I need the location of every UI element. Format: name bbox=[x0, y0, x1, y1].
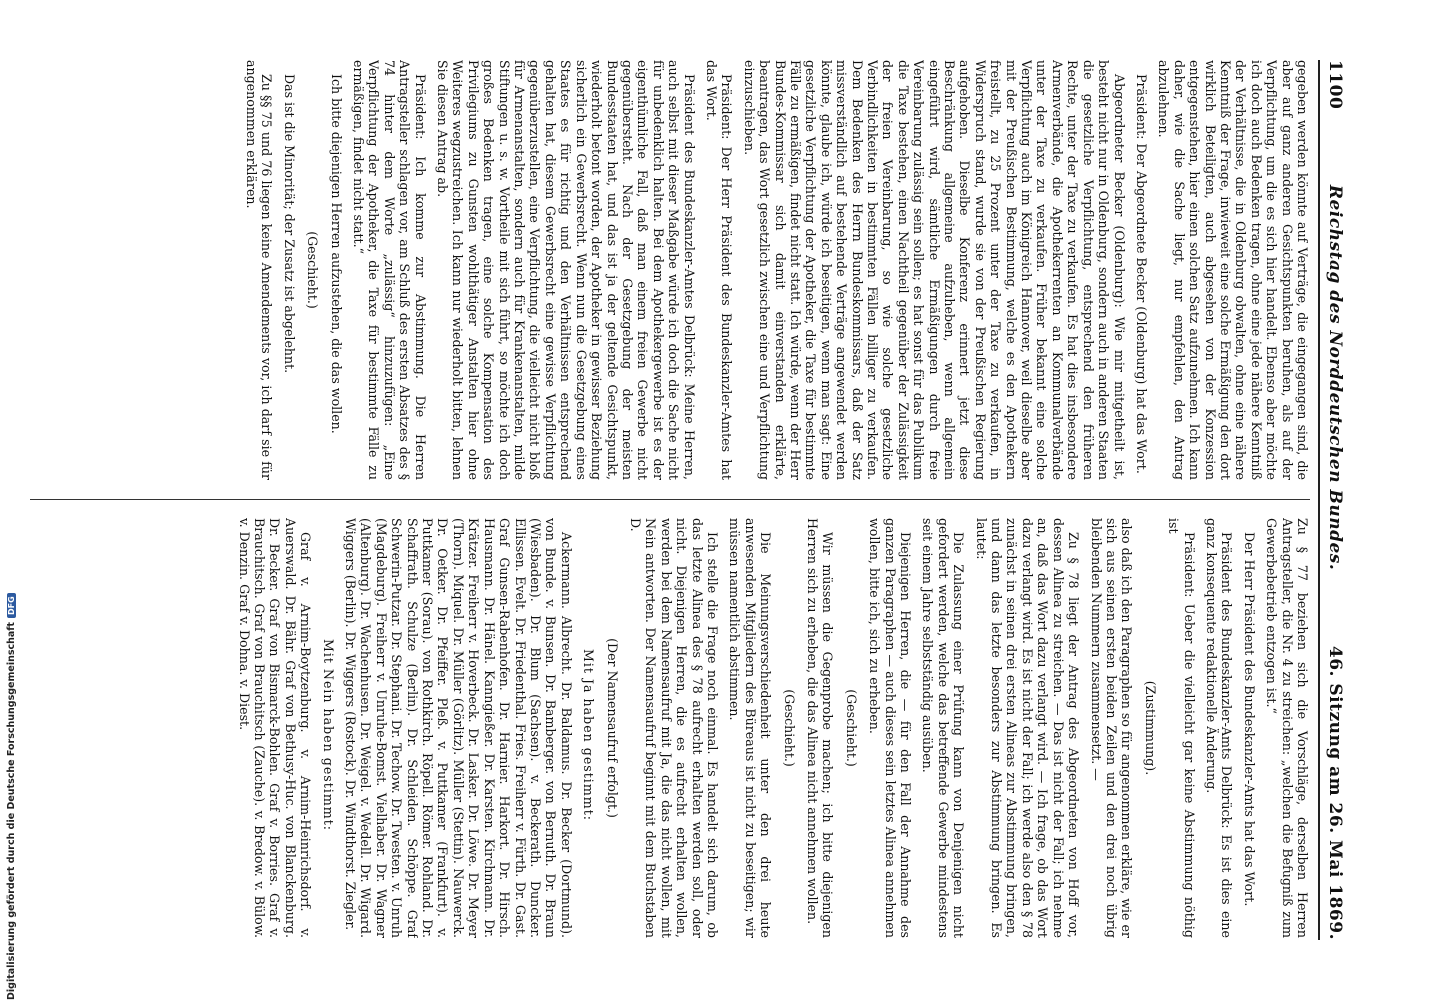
page-number: 1100 bbox=[1325, 60, 1345, 110]
vote-no-names: Graf v. Arnim-Boytzenburg. v. Arnim-Heinrichsdorf. v. Auerswald. Dr. Bähr. Graf von Bethusy-Huc. von Blanckenburg. Dr. Becker. Graf von Bismarck-Bohlen. Graf v. Borries. Graf v. Brauchitsch. Graf von Brauchitsch (Zauche). v. Bredow. v. Bülow. v. Denzin. Graf v. Dohna. v. Diest. bbox=[236, 518, 314, 938]
paragraph: Ich bitte diejenigen Herren aufzustehen, die das wollen. bbox=[328, 74, 344, 434]
paragraph: also daß ich den Paragraphen so für angenommen erkläre, wie er sich aus seinen ersten beiden Zeilen und den drei noch übrig bleibenden Nummern zusammensetzt. — bbox=[1088, 518, 1135, 938]
vote-yes-names: Ackermann. Albrecht. Dr. Baldamus. Dr. Becker (Dortmund). von Bunde. v. Bunsen. Dr. Bamberger. von Bernuth. Dr. Braun (Wiesbaden). Dr. Blum (Sachsen). v. Beckerath. Duncker. Ellissen. Evelt. Dr. Friedenthal. Fries. Freiherr v. Fürth. Dr. Gast. Graf Gunsen-Rabenhofen. Dr. Harnier. Harkort. Dr. Hirsch. Hausmann. Dr. Hänel. Kanngießer. Dr. Karsten. Kirchmann. Dr. Krätzer. Freiherr v. Hoverbeck. Dr. Lasker. Dr. Löwe. Dr. Meyer (Thorn). Miquel. Dr. Müller (Görlitz). Müller (Stettin). Nauwerck. Dr. Oetker. Dr. Pfeiffer. Pleß. v. Puttkamer (Frankfurt). v. Puttkamer (Sorau). von Rothkirch. Röpell. Römer. Rohland. Dr. Schaffrath. Schulze (Berlin). Dr. Schleiden. Schöppe. Graf Schwerin-Putzar. Dr. Stephani. Dr. Techow. Dr. Twesten. v. Unruh (Magdeburg). Freiherr v. Unruhe-Bomst. Vielhaber. Dr. Wagner (Altenburg). Dr. Wachenhusen. Dr. Weigel. v. Wedell. Dr. Wigard. Wiggers (Berlin). Dr. Wiggers (Rostock). Dr. Windthorst. Ziegler. bbox=[343, 518, 574, 938]
paragraph: Präsident: Der Abgeordnete Becker (Oldenburg) hat das Wort. bbox=[1133, 74, 1149, 474]
header-title: Reichstag des Norddeutschen Bundes. bbox=[1325, 184, 1345, 571]
left-column bbox=[30, 60, 1310, 480]
paragraph: Zu §§ 75 und 76 liegen keine Amendements vor, ich darf sie für angenommen erklären. bbox=[244, 60, 275, 480]
paragraph: Ich stelle die Frage noch einmal. Es handelt sich darum, ob das letzte Alinea des § 78 aufrecht erhalten werden soll, oder nicht. Diejenigen Herren, die es aufrecht erhalten wollen, werden bei dem Namensaufruf mit Ja, die das nicht wollen, mit Nein antworten. Der Namensaufruf beginnt mit dem Buchstaben D. bbox=[627, 518, 720, 938]
paragraph: Präsident des Bundeskanzler-Amtes Delbrück: Meine Herren, auch selbst mit dieser Maßgabe würde ich doch die Sache nicht für unbedenklich halten. Bei dem Apothekergewerbe ist es der eigenthümliche Fall, daß man einem freien Gewerbe nicht gegenübersteht. Nach der Gesetzgebung der meisten Bundesstaaten hat, und das ist ja der geltende Gesichtspunkt, wiederholt betont worden, der Apotheker in gewisser Beziehung sicherlich ein Gewerbsrecht. Wenn nun die Gesetzgebung eines Staates es für richtig und den Verhältnissen entsprechend gehalten hat, diesem Gewerbsrecht eine gewisse Verpflichtung gegenüberzustellen, eine Verpflichtung, die vielleicht nicht bloß für Armenanstalten, sondern auch für Krankenanstalten, milde Stiftungen u. s. w. Vortheile mit sich führt, so möchte ich doch großes Bedenken tragen, eine solche Kompensation des Privilegiums zu Gunsten wohlthätiger Anstalten hier ohne Weiteres wegzustreichen. Ich kann nur wiederholt bitten, lehnen Sie diesen Antrag ab. bbox=[435, 60, 697, 480]
quoted-text: Die Zulassung einer Prüfung kann von Denjenigen nicht gefordert werden, welche das betreffende Gewerbe mindestens seit einem Jahre selbstständig ausüben. bbox=[920, 518, 967, 938]
stage-direction: (Geschieht.) bbox=[843, 689, 859, 767]
stage-direction: (Geschieht.) bbox=[781, 689, 797, 767]
paragraph: Wir müssen die Gegenprobe machen; ich bitte diejenigen Herren sich zu erheben, die das Alinea nicht annehmen wollen. bbox=[805, 518, 836, 938]
paragraph: Die Meinungsverschiedenheit unter den drei heute anwesenden Mitgliedern des Büreaus ist nicht zu beseitigen; wir müssen namentlich abstimmen. bbox=[727, 518, 774, 938]
paragraph: Der Herr Präsident des Bundeskanzler-Amts hat das Wort. bbox=[1241, 532, 1257, 907]
page-content bbox=[20, 60, 1350, 940]
paragraph: Zu § 78 liegt der Antrag des Abgeordneten von Hoff vor, dessen Alinea zu streichen. — Das ist nicht der Fall; ich nehme an, daß das Wort dazu verlangt wird. — Ich frage, ob das Wort dazu verlangt wird. Es ist nicht der Fall; ich werde also den § 78 zunächst in seinen drei ersten Alineas zur Abstimmung bringen, und dann das letzte besonders zur Abstimmung bringen. Es lautet: bbox=[973, 518, 1082, 938]
paragraph: gegeben werden könnte auf Verträge, die eingegangen sind, die aber auf ganz anderen Gesichtspunkten beruhen, als auf der Verpflichtung, um die es sich hier handelt. Ebenso aber möchte ich doch auch Bedenken tragen, ohne eine jede nähere Kenntniß der Verhältnisse, die in Oldenburg obwalten, ohne eine nähere Kenntniß der Frage, inwieweit eine solche Ermäßigung den dort wirklich Beteiligten, auch abgesehen von der Konzession entgegenstehen, hier einen solchen Satz aufzunehmen. Ich kann daher, wie die Sache liegt, nur empfehlen, den Antrag abzulehnen. bbox=[1156, 60, 1310, 480]
vote-no-heading: Mit Nein haben gestimmt: bbox=[320, 638, 336, 832]
page-header bbox=[1318, 60, 1350, 940]
column-divider bbox=[30, 499, 1310, 500]
paragraph: Diejenigen Herren, die — für den Fall der Annahme des ganzen Paragraphen — auch dieses sein letztes Alinea annehmen wollen, bitte ich, sich zu erheben. bbox=[867, 518, 914, 938]
paragraph: Abgeordneter Becker (Oldenburg): Wie mir mitgetheilt ist, besteht nicht nur in Oldenburg, sondern auch in anderen Staaten die gesetzliche Verpflichtung, entsprechend den früheren Rechte, unter der Taxe zu verkaufen. Es hat dies insbesondere Armenverbände, die Apothekerrenten an Kommunalverbände unter der Taxe zu verkaufen. Früher bekannt eine solche Verpflichtung auch im Königreich Hannover, weil dieselbe aber mit der Preußischen Bestimmung, welche es den Apothekern freistellt, zu 25 Prozent unter der Taxe zu verkaufen, in Widerspruch stand, wurde sie von der Preußischen Regierung aufgehoben. Dieselbe Konferenz erinnert jetzt diese Beschränkung allgemeine aufzuheben, wenn allgemein eingeführt wird, sämtliche Ermäßigungen durch freie Vereinbarung zulässig sein sollen; es hat sonst für das Publikum die Taxe bestehen, einen Nachtheil gegenüber der Zulässigkeit der freien Vereinbarung, so wie solche gesetzliche Verbindlichkeiten in bestimmten Fällen billiger zu verkaufen. Dem Bedenken des Herrn Bundeskommissars, daß der Satz missverständlich auf bestehende Verträge angewendet werden könnte, glaube ich, würde ich beseitigen, wenn man sagt: Eine gesetzliche Verpflichtung der Apotheker, die Taxe für bestimmte Fälle zu ermäßigen, findet nicht statt. Ich würde, wenn der Herr Bundes-Kommissar sich damit einverstanden erklärte, beantragen, das Wort gesetzlich zwischen eine und Verpflichtung einzuschieben. bbox=[741, 60, 1127, 480]
paragraph: Präsident: Ich komme zur Abstimmung. Die Herren Antragsteller schlagen vor, am Schluß des ersten Absatzes des § 74 hinter dem Worte „zulässig“ hinzuzufügen: „Eine Verpflichtung der Apotheker, die Taxe für bestimmte Fälle zu ermäßigen, findet nicht statt.“ bbox=[351, 60, 428, 480]
digitization-notice bbox=[4, 0, 18, 1000]
stage-direction: (Zustimmung). bbox=[1142, 680, 1158, 776]
digitization-notice-text: Digitalisierung gefördert durch die Deutsche Forschungsgemeinschaft bbox=[5, 622, 17, 1000]
paragraph: Zu § 77 beziehen sich die Vorschläge, derselben Herren Antragsteller, die Nr. 4 zu streichen: „welchen die Befugniß zum Gewerbebetrieb entzogen ist.“ bbox=[1264, 518, 1310, 938]
dfg-logo-icon: DFG bbox=[7, 593, 16, 618]
stage-direction: (Der Namensaufruf erfolgt.) bbox=[604, 638, 620, 818]
stage-direction: (Geschieht.) bbox=[305, 231, 321, 309]
paragraph: Das ist die Minorität; der Zusatz ist abgelehnt. bbox=[281, 74, 297, 374]
session-info: 46. Sitzung am 26. Mai 1869. bbox=[1325, 645, 1345, 940]
paragraph: Präsident: Ueber die vielleicht gar keine Abstimmung nöthig ist bbox=[1166, 518, 1197, 938]
paragraph: Präsident des Bundeskanzler-Amts Delbrück: Es ist dies eine ganz konsequente redaktionelle Änderung. bbox=[1203, 518, 1235, 938]
vote-yes-heading: Mit Ja haben gestimmt: bbox=[581, 648, 597, 822]
right-column bbox=[30, 518, 1310, 938]
paragraph: Präsident: Der Herr Präsident des Bundeskanzler-Amtes hat das Wort. bbox=[703, 60, 735, 480]
